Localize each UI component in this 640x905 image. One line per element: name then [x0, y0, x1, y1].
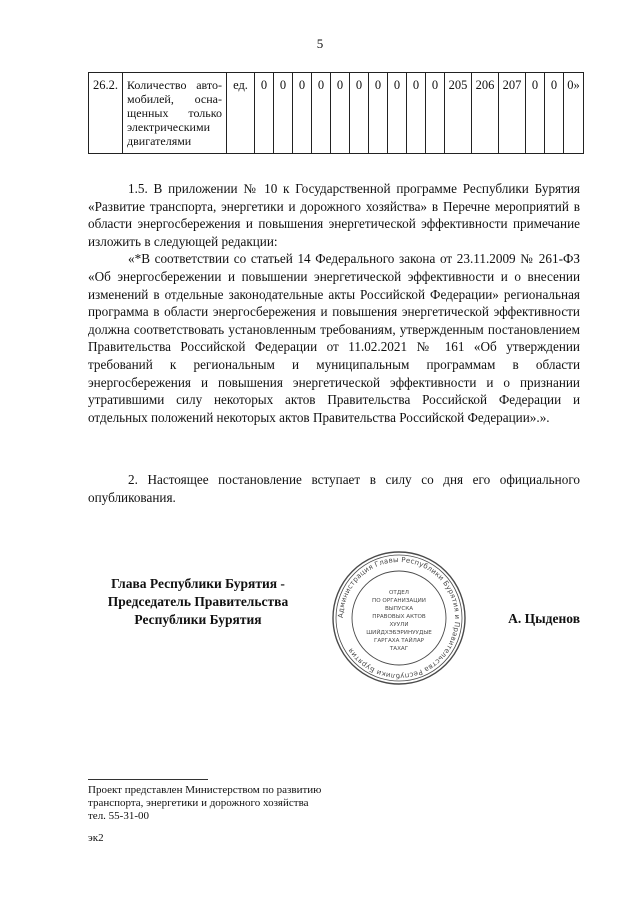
row-number: 26.2.	[89, 73, 123, 154]
footnote-line: транспорта, энергетики и дорожного хозяйства	[88, 797, 309, 809]
signatory-line: Республики Бурятия	[134, 612, 262, 627]
paragraph-1-5: 1.5. В приложении № 10 к Государственной программе Республики Бурятия «Развитие транспорта, энергетики и дорожного хозяйства» в Перечне мероприятий в области энергосбережения и повышения энергетической эффективности примечание изложить в следующей редакции:	[88, 181, 580, 249]
value-cell: 0	[369, 73, 388, 154]
signatory-line: Председатель Правительства	[107, 594, 289, 609]
value-cell: 0	[407, 73, 426, 154]
indicator-table	[88, 72, 584, 154]
amendment-section	[88, 180, 580, 426]
footnote-line: тел. 55-31-00	[88, 810, 150, 822]
value-cell: 205	[445, 73, 472, 154]
value-cell: 0	[312, 73, 331, 154]
value-cell: 0	[331, 73, 350, 154]
seal-line: ВЫПУСКА	[384, 606, 414, 612]
seal-line: ТАХАГ	[389, 646, 409, 652]
seal-line: ГАРГАХА ТАЙЛАР	[373, 638, 425, 644]
value-cell: 0	[388, 73, 407, 154]
paragraph-note: «*В соответствии со статьей 14 Федерального закона от 23.11.2009 № 261-ФЗ «Об энергосбережении и повышении энергетической эффективности и о внесении изменений в отдельные законодательные акты Российской Федерации» региональная программа в области энергосбережения и повышения энергетической эффективности должна соответствовать установленным требованиям, утвержденным постановлением Правительства Российской Федерации от 11.02.2021 № 161 «Об утверждении требований к региональным и муниципальным программам в области энергосбережения и повышения энергетической эффективности и о признании утратившими силу некоторых актов Правительства Российской Федерации и отдельных положений некоторых актов Правительства Российской Федерации».».	[88, 251, 580, 425]
document-code: эк2	[88, 832, 104, 844]
value-cell: 207	[499, 73, 526, 154]
value-cell: 0	[255, 73, 274, 154]
signatory-name: А. Цыденов	[508, 611, 580, 626]
footnote	[88, 784, 321, 823]
row-description: Количество авто-мобилей, осна-щенных только электрическими двигателями	[123, 73, 227, 154]
table-row	[89, 73, 584, 154]
seal-line: ХУУЛИ	[389, 622, 409, 628]
footnote-divider	[88, 779, 208, 780]
value-cell: 0	[350, 73, 369, 154]
value-cell: 0	[293, 73, 312, 154]
seal-line: ШИЙДХЭБЭРИНУУДЫЕ	[366, 630, 432, 636]
row-unit: ед.	[227, 73, 255, 154]
value-cell: 0	[274, 73, 293, 154]
paragraph-2: 2. Настоящее постановление вступает в силу со дня его официального опубликования.	[88, 472, 580, 505]
seal-line: ПРАВОВЫХ АКТОВ	[372, 614, 426, 620]
footnote-line: Проект представлен Министерством по развитию	[88, 784, 322, 796]
value-cell: 0	[426, 73, 445, 154]
page-number: 5	[316, 36, 324, 51]
value-cell: 0	[526, 73, 545, 154]
value-cell: 206	[472, 73, 499, 154]
signatory-line: Глава Республики Бурятия -	[111, 576, 285, 591]
seal-icon	[330, 549, 468, 687]
value-cell: 0»	[564, 73, 584, 154]
seal-line: ОТДЕЛ	[389, 590, 409, 596]
value-cell: 0	[545, 73, 564, 154]
signatory-title	[88, 575, 308, 629]
seal-ring-text: Администрация Главы Республики Бурятия и Правительства Республики Бурятия	[336, 555, 462, 681]
seal-line: ПО ОРГАНИЗАЦИИ	[372, 598, 426, 604]
official-seal	[330, 549, 468, 687]
effect-section	[88, 471, 580, 506]
